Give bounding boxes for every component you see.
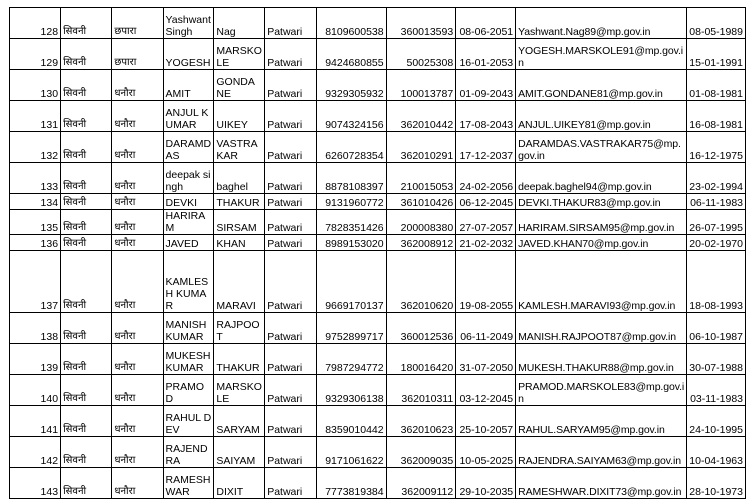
email-cell: HARIRAM.SIRSAM95@mp.gov.in xyxy=(516,210,687,235)
row-number: 129 xyxy=(10,39,61,70)
last-name-cell: THAKUR xyxy=(214,344,265,375)
dob-cell: 26-07-1995 xyxy=(687,210,746,235)
employee-code-cell: 362010442 xyxy=(386,101,456,132)
tehsil-cell: धनौरा xyxy=(112,163,163,194)
last-name-cell: THAKUR xyxy=(214,194,265,210)
table-row xyxy=(10,437,746,468)
dob-cell: 20-02-1970 xyxy=(687,235,746,251)
last-name-cell: baghel xyxy=(214,163,265,194)
last-name-cell: DIXIT xyxy=(214,468,265,499)
designation-cell: Patwari xyxy=(265,235,317,251)
dob-cell: 03-11-1983 xyxy=(687,375,746,406)
district-cell: सिवनी xyxy=(61,375,112,406)
employee-code-cell: 50025308 xyxy=(386,39,456,70)
dob-cell: 18-08-1993 xyxy=(687,251,746,313)
first-name-cell: KAMLESH KUMAR xyxy=(163,251,214,313)
employee-code-cell: 362009035 xyxy=(386,437,456,468)
retirement-date-cell: 29-10-2035 xyxy=(456,468,516,499)
first-name-cell: DARAMDAS xyxy=(163,132,214,163)
mobile-cell: 9131960772 xyxy=(316,194,386,210)
row-number: 142 xyxy=(10,437,61,468)
last-name-cell: VASTRAKAR xyxy=(214,132,265,163)
row-number: 143 xyxy=(10,468,61,499)
district-cell: सिवनी xyxy=(61,406,112,437)
email-cell: KAMLESH.MARAVI93@mp.gov.in xyxy=(516,251,687,313)
row-number: 131 xyxy=(10,101,61,132)
email-cell: PRAMOD.MARSKOLE83@mp.gov.in xyxy=(516,375,687,406)
last-name-cell: SAIYAM xyxy=(214,437,265,468)
retirement-date-cell: 06-11-2049 xyxy=(456,313,516,344)
email-cell: DEVKI.THAKUR83@mp.gov.in xyxy=(516,194,687,210)
tehsil-cell: धनौरा xyxy=(112,468,163,499)
employee-code-cell: 361010426 xyxy=(386,194,456,210)
row-number: 138 xyxy=(10,313,61,344)
employee-code-cell: 362010623 xyxy=(386,406,456,437)
last-name-cell: SIRSAM xyxy=(214,210,265,235)
retirement-date-cell: 17-12-2037 xyxy=(456,132,516,163)
district-cell: सिवनी xyxy=(61,313,112,344)
email-cell: AMIT.GONDANE81@mp.gov.in xyxy=(516,70,687,101)
row-number: 135 xyxy=(10,210,61,235)
district-cell: सिवनी xyxy=(61,437,112,468)
first-name-cell: MUKESH KUMAR xyxy=(163,344,214,375)
email-cell: deepak.baghel94@mp.gov.in xyxy=(516,163,687,194)
tehsil-cell: धनौरा xyxy=(112,437,163,468)
row-number: 134 xyxy=(10,194,61,210)
dob-cell: 30-07-1988 xyxy=(687,344,746,375)
first-name-cell: RAJENDRA xyxy=(163,437,214,468)
employee-code-cell: 210015053 xyxy=(386,163,456,194)
employee-code-cell: 100013787 xyxy=(386,70,456,101)
patwari-table xyxy=(9,7,746,499)
table-row xyxy=(10,251,746,313)
dob-cell: 10-04-1963 xyxy=(687,437,746,468)
retirement-date-cell: 24-02-2056 xyxy=(456,163,516,194)
employee-code-cell: 362008912 xyxy=(386,235,456,251)
dob-cell: 24-10-1995 xyxy=(687,406,746,437)
first-name-cell: RAMESHWAR xyxy=(163,468,214,499)
district-cell: सिवनी xyxy=(61,210,112,235)
district-cell: सिवनी xyxy=(61,344,112,375)
table-row xyxy=(10,210,746,235)
retirement-date-cell: 21-02-2032 xyxy=(456,235,516,251)
first-name-cell: JAVED xyxy=(163,235,214,251)
mobile-cell: 9074324156 xyxy=(316,101,386,132)
email-cell: Yashwant.Nag89@mp.gov.in xyxy=(516,8,687,39)
table-row xyxy=(10,406,746,437)
last-name-cell: SARYAM xyxy=(214,406,265,437)
table-row xyxy=(10,313,746,344)
tehsil-cell: धनौरा xyxy=(112,313,163,344)
row-number: 136 xyxy=(10,235,61,251)
row-number: 137 xyxy=(10,251,61,313)
mobile-cell: 9171061622 xyxy=(316,437,386,468)
retirement-date-cell: 10-05-2025 xyxy=(456,437,516,468)
email-cell: RAJENDRA.SAIYAM63@mp.gov.in xyxy=(516,437,687,468)
tehsil-cell: छपारा xyxy=(112,8,163,39)
row-number: 133 xyxy=(10,163,61,194)
dob-cell: 16-08-1981 xyxy=(687,101,746,132)
table-row xyxy=(10,344,746,375)
designation-cell: Patwari xyxy=(265,437,317,468)
retirement-date-cell: 03-12-2045 xyxy=(456,375,516,406)
mobile-cell: 8109600538 xyxy=(316,8,386,39)
district-cell: सिवनी xyxy=(61,39,112,70)
first-name-cell: AMIT xyxy=(163,70,214,101)
table-row xyxy=(10,70,746,101)
row-number: 130 xyxy=(10,70,61,101)
email-cell: MANISH.RAJPOOT87@mp.gov.in xyxy=(516,313,687,344)
district-cell: सिवनी xyxy=(61,251,112,313)
mobile-cell: 8989153020 xyxy=(316,235,386,251)
dob-cell: 06-11-1983 xyxy=(687,194,746,210)
mobile-cell: 6260728354 xyxy=(316,132,386,163)
employee-code-cell: 362010620 xyxy=(386,251,456,313)
designation-cell: Patwari xyxy=(265,344,317,375)
tehsil-cell: धनौरा xyxy=(112,235,163,251)
dob-cell: 06-10-1987 xyxy=(687,313,746,344)
row-number: 128 xyxy=(10,8,61,39)
dob-cell: 08-05-1989 xyxy=(687,8,746,39)
retirement-date-cell: 17-08-2043 xyxy=(456,101,516,132)
district-cell: सिवनी xyxy=(61,101,112,132)
designation-cell: Patwari xyxy=(265,39,317,70)
retirement-date-cell: 19-08-2055 xyxy=(456,251,516,313)
designation-cell: Patwari xyxy=(265,210,317,235)
table-row xyxy=(10,101,746,132)
employee-code-cell: 360012536 xyxy=(386,313,456,344)
designation-cell: Patwari xyxy=(265,468,317,499)
table-row xyxy=(10,132,746,163)
district-cell: सिवनी xyxy=(61,163,112,194)
mobile-cell: 8359010442 xyxy=(316,406,386,437)
row-number: 132 xyxy=(10,132,61,163)
dob-cell: 01-08-1981 xyxy=(687,70,746,101)
first-name-cell: PRAMOD xyxy=(163,375,214,406)
dob-cell: 28-10-1973 xyxy=(687,468,746,499)
table-row xyxy=(10,194,746,210)
district-cell: सिवनी xyxy=(61,235,112,251)
retirement-date-cell: 27-07-2057 xyxy=(456,210,516,235)
table-row xyxy=(10,468,746,499)
designation-cell: Patwari xyxy=(265,313,317,344)
email-cell: JAVED.KHAN70@mp.gov.in xyxy=(516,235,687,251)
tehsil-cell: धनौरा xyxy=(112,101,163,132)
last-name-cell: KHAN xyxy=(214,235,265,251)
first-name-cell: MANISH KUMAR xyxy=(163,313,214,344)
first-name-cell: DEVKI xyxy=(163,194,214,210)
mobile-cell: 7987294772 xyxy=(316,344,386,375)
last-name-cell: MARSKOLE xyxy=(214,39,265,70)
mobile-cell: 9424680855 xyxy=(316,39,386,70)
table-row xyxy=(10,8,746,39)
first-name-cell: HARIRAM xyxy=(163,210,214,235)
tehsil-cell: धनौरा xyxy=(112,210,163,235)
row-number: 139 xyxy=(10,344,61,375)
retirement-date-cell: 16-01-2053 xyxy=(456,39,516,70)
retirement-date-cell: 01-09-2043 xyxy=(456,70,516,101)
tehsil-cell: धनौरा xyxy=(112,406,163,437)
last-name-cell: GONDANE xyxy=(214,70,265,101)
email-cell: YOGESH.MARSKOLE91@mp.gov.in xyxy=(516,39,687,70)
email-cell: DARAMDAS.VASTRAKAR75@mp.gov.in xyxy=(516,132,687,163)
tehsil-cell: धनौरा xyxy=(112,70,163,101)
dob-cell: 23-02-1994 xyxy=(687,163,746,194)
retirement-date-cell: 06-12-2045 xyxy=(456,194,516,210)
row-number: 141 xyxy=(10,406,61,437)
last-name-cell: MARSKOLE xyxy=(214,375,265,406)
mobile-cell: 9329306138 xyxy=(316,375,386,406)
first-name-cell: deepak singh xyxy=(163,163,214,194)
tehsil-cell: धनौरा xyxy=(112,375,163,406)
first-name-cell: RAHUL DEV xyxy=(163,406,214,437)
tehsil-cell: धनौरा xyxy=(112,344,163,375)
designation-cell: Patwari xyxy=(265,70,317,101)
table-row xyxy=(10,375,746,406)
district-cell: सिवनी xyxy=(61,194,112,210)
last-name-cell: RAJPOOT xyxy=(214,313,265,344)
mobile-cell: 8878108397 xyxy=(316,163,386,194)
employee-code-cell: 200008380 xyxy=(386,210,456,235)
dob-cell: 15-01-1991 xyxy=(687,39,746,70)
last-name-cell: Nag xyxy=(214,8,265,39)
retirement-date-cell: 25-10-2057 xyxy=(456,406,516,437)
last-name-cell: MARAVI xyxy=(214,251,265,313)
tehsil-cell: धनौरा xyxy=(112,194,163,210)
mobile-cell: 9669170137 xyxy=(316,251,386,313)
row-number: 140 xyxy=(10,375,61,406)
designation-cell: Patwari xyxy=(265,194,317,210)
tehsil-cell: छपारा xyxy=(112,39,163,70)
district-cell: सिवनी xyxy=(61,468,112,499)
mobile-cell: 9752899717 xyxy=(316,313,386,344)
email-cell: MUKESH.THAKUR88@mp.gov.in xyxy=(516,344,687,375)
tehsil-cell: धनौरा xyxy=(112,251,163,313)
designation-cell: Patwari xyxy=(265,406,317,437)
mobile-cell: 9329305932 xyxy=(316,70,386,101)
first-name-cell: YOGESH xyxy=(163,39,214,70)
table-row xyxy=(10,235,746,251)
email-cell: ANJUL.UIKEY81@mp.gov.in xyxy=(516,101,687,132)
employee-code-cell: 362009112 xyxy=(386,468,456,499)
designation-cell: Patwari xyxy=(265,251,317,313)
mobile-cell: 7773819384 xyxy=(316,468,386,499)
employee-code-cell: 360013593 xyxy=(386,8,456,39)
dob-cell: 16-12-1975 xyxy=(687,132,746,163)
email-cell: RAHUL.SARYAM95@mp.gov.in xyxy=(516,406,687,437)
mobile-cell: 7828351426 xyxy=(316,210,386,235)
designation-cell: Patwari xyxy=(265,163,317,194)
retirement-date-cell: 31-07-2050 xyxy=(456,344,516,375)
district-cell: सिवनी xyxy=(61,8,112,39)
designation-cell: Patwari xyxy=(265,375,317,406)
tehsil-cell: धनौरा xyxy=(112,132,163,163)
retirement-date-cell: 08-06-2051 xyxy=(456,8,516,39)
first-name-cell: ANJUL KUMAR xyxy=(163,101,214,132)
first-name-cell: Yashwant Singh xyxy=(163,8,214,39)
designation-cell: Patwari xyxy=(265,101,317,132)
table-row xyxy=(10,163,746,194)
designation-cell: Patwari xyxy=(265,132,317,163)
designation-cell: Patwari xyxy=(265,8,317,39)
district-cell: सिवनी xyxy=(61,132,112,163)
employee-code-cell: 362010291 xyxy=(386,132,456,163)
district-cell: सिवनी xyxy=(61,70,112,101)
employee-code-cell: 362010311 xyxy=(386,375,456,406)
last-name-cell: UIKEY xyxy=(214,101,265,132)
employee-code-cell: 180016420 xyxy=(386,344,456,375)
table-row xyxy=(10,39,746,70)
email-cell: RAMESHWAR.DIXIT73@mp.gov.in xyxy=(516,468,687,499)
